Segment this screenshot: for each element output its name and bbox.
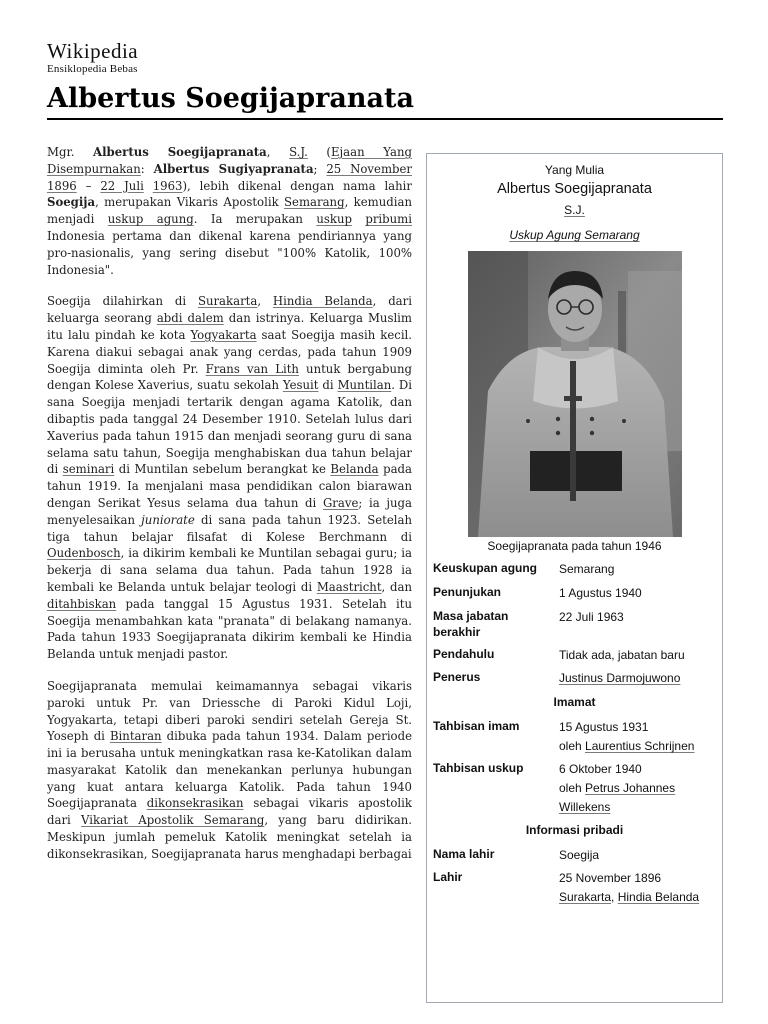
article-link[interactable]: dikonsekrasikan (146, 796, 244, 811)
article-text: : (140, 161, 154, 176)
article-link[interactable]: Muntilan (337, 378, 392, 393)
row-label: Pendahulu (433, 647, 495, 661)
successor-link[interactable]: Justinus Darmojuwono (559, 671, 681, 685)
infobox-row-bishop-consecration (427, 760, 722, 817)
article-paragraph-3 (47, 678, 412, 863)
article-text: sebagai vikaris apostolik dari (47, 796, 412, 828)
article-text: ; ia juga menyelesaikan (47, 495, 412, 527)
article-text: untuk bergabung dengan Kolese Xaverius, suatu sekolah (47, 361, 412, 393)
row-value (559, 869, 716, 907)
article-link[interactable]: seminari (62, 462, 115, 477)
birth-place-separator: , (611, 890, 618, 904)
page-header (47, 40, 723, 120)
article-link[interactable]: 25 November (326, 161, 413, 176)
article-text: , (266, 145, 290, 159)
infobox-row-birth-name (427, 846, 722, 865)
article-link[interactable]: Bintaran (109, 729, 162, 744)
article-link[interactable]: Surakarta (197, 294, 258, 309)
infobox-suffix (427, 202, 722, 218)
article-link[interactable]: Oudenbosch (47, 546, 121, 561)
article-link[interactable]: S.J. (289, 145, 308, 159)
article-text: ; (313, 161, 327, 176)
article-link[interactable]: pribumi (365, 212, 412, 227)
italic-term: juniorate (141, 512, 195, 527)
article-link[interactable]: 22 Juli (100, 178, 144, 193)
article-link[interactable]: Belanda (330, 462, 379, 477)
wikipedia-wordmark[interactable]: Wikipedia (47, 39, 139, 63)
article-text (144, 179, 153, 193)
section-heading-imamat: Imamat (553, 695, 596, 709)
portrait-photo[interactable] (468, 251, 682, 537)
infobox-row-born (427, 869, 722, 907)
article-link[interactable]: 1896 (47, 178, 77, 193)
article-text: , dari keluarga seorang (47, 294, 412, 326)
article-text: dan istrinya. Keluarga Muslim itu lalu pindah ke kota (47, 311, 413, 342)
row-value: Tidak ada, jabatan baru (559, 648, 685, 662)
bold-term: Soegija (47, 195, 96, 210)
infobox-office (427, 227, 722, 243)
infobox-row-term-end (427, 608, 722, 640)
article-link[interactable]: Grave (322, 495, 359, 510)
article-text: , merupakan Vikaris Apostolik (95, 195, 285, 210)
infobox (426, 153, 723, 1003)
article-link[interactable]: Yesuit (282, 378, 319, 393)
article-text: pada tanggal 15 Agustus 1931. Setelah itu Soegija menambahkan kata "pranata" di belakang namanya. Pada tahun 1933 Soegijapranata dikirim kembali ke Hindia Belanda untuk menjadi pastor. (47, 596, 412, 662)
row-value: Semarang (559, 562, 615, 576)
ordained-by: oleh (559, 739, 586, 753)
row-label: Penunjukan (433, 585, 502, 599)
article-text: Mgr. (47, 145, 94, 159)
row-value: 1 Agustus 1940 (559, 586, 642, 600)
infobox-row-archdiocese (427, 560, 722, 579)
article-text: di sana pada tahun 1923. Setelah tiga tahun belajar filsafat di Kolese Berchmann di (47, 512, 412, 544)
article-text: , dan (381, 579, 412, 594)
birth-city-link[interactable]: Surakarta (559, 890, 612, 904)
infobox-honorific: Yang Mulia (544, 163, 605, 177)
birth-date: 25 November 1896 (559, 871, 662, 885)
article-text: saat Soegija masih kecil. Karena diakui sebagai anak yang cerdas, pada tahun 1909 Soegija diminta oleh Pr. (47, 327, 413, 376)
article-link[interactable]: Yogyakarta (190, 327, 257, 342)
row-label: Nama lahir (433, 847, 495, 861)
ordination-date: 15 Agustus 1931 (559, 720, 649, 734)
ordainer-link[interactable]: Laurentius Schrijnen (585, 739, 695, 753)
page-title: Albertus Soegijapranata (47, 83, 414, 114)
article-text: ( (307, 145, 331, 159)
row-label: Tahbisan imam (433, 719, 520, 733)
article-link[interactable]: ditahbiskan (47, 596, 117, 611)
bold-term: Albertus Soegijapranata (93, 145, 267, 159)
office-link[interactable]: Uskup Agung Semarang (509, 228, 640, 242)
section-heading-personal: Informasi pribadi (525, 823, 624, 837)
row-label: Keuskupan agung (433, 561, 538, 575)
article-text: ), lebih dikenal dengan nama lahir (182, 178, 412, 193)
row-value (559, 760, 716, 817)
article-link[interactable]: uskup (316, 212, 352, 227)
bold-term: Albertus Sugiyapranata (153, 161, 314, 176)
row-label: Lahir (433, 870, 463, 884)
article-link[interactable]: abdi dalem (156, 311, 224, 326)
consecration-date: 6 Oktober 1940 (559, 762, 642, 776)
infobox-row-successor (427, 669, 722, 688)
article-link[interactable]: Vikariat Apostolik Semarang (81, 813, 265, 828)
article-link[interactable]: Ejaan Yang Disempurnakan (47, 145, 412, 176)
row-value: Soegija (559, 848, 600, 862)
article-link[interactable]: 1963 (152, 178, 183, 193)
row-value (559, 669, 716, 688)
title-divider (47, 118, 723, 120)
row-value (559, 718, 716, 756)
article-text: – (76, 178, 101, 193)
row-label: Masa jabatan berakhir (433, 609, 509, 639)
article-text: di Muntilan sebelum berangkat ke (114, 462, 331, 477)
consecrated-by: oleh (559, 781, 586, 795)
consecrator-link[interactable]: Petrus Johannes Willekens (559, 781, 676, 814)
article-text (352, 212, 365, 226)
article-link[interactable]: uskup agung (107, 212, 194, 227)
row-label: Tahbisan uskup (433, 761, 524, 775)
article-text: , ia dikirim kembali ke Muntilan sebagai guru; ia bekerja di sana selama dua tahun. Pada tahun 1928 ia kembali ke Belanda untuk belajar teologi di (47, 546, 412, 594)
infobox-row-predecessor (427, 646, 722, 665)
birth-region-link[interactable]: Hindia Belanda (617, 890, 700, 904)
article-text: . Ia merupakan (193, 212, 317, 227)
infobox-row-priest-ordination (427, 718, 722, 756)
wikipedia-tagline: Ensiklopedia Bebas (47, 63, 138, 75)
article-text: di (318, 378, 338, 393)
photo-caption: Soegijapranata pada tahun 1946 (487, 539, 662, 553)
infobox-row-appointment (427, 584, 722, 603)
article-text: dibuka pada tahun 1934. Dalam periode ini ia berusaha untuk meningkatkan rasa ke-Katolikan dalam masyarakat Katolik dan menekankan perlunya hubungan yang kuat antara keluarga Katolik. Pada tahun 1940 Soegijapranata (47, 729, 412, 811)
article-text: pada tahun 1919. Ia menjalani masa pendidikan calon biarawan dengan Serikat Yesus selama dua tahun di (47, 462, 412, 510)
article-text: Soegijapranata memulai keimamannya sebagai vikaris paroki untuk Pr. van Driessche di Paroki Kidul Loji, Yogyakarta, tetapi diberi paroki sendiri setelah Gereja St. Yoseph di (47, 678, 412, 744)
article-link[interactable]: Semarang (284, 195, 345, 210)
article-link[interactable]: Maastricht (316, 579, 382, 594)
article-body (47, 144, 412, 878)
row-label: Penerus (433, 670, 481, 684)
article-text: , (257, 294, 273, 309)
article-text: Indonesia pertama dan dikenal karena pendiriannya yang pro-nasionalis, yang sering disebut "100% Katolik, 100% Indonesia". (47, 228, 412, 277)
article-text: Soegija dilahirkan di (47, 294, 198, 309)
article-paragraph-2 (47, 293, 412, 663)
row-value: 22 Juli 1963 (559, 610, 624, 624)
article-paragraph-1 (47, 144, 412, 278)
article-text: . Di sana Soegija menjadi tertarik dengan agama Katolik, dan dibaptis pada tanggal 24 Desember 1910. Setelah lulus dari Xaverius pada tahun 1915 dan menjadi seorang guru di sana selama satu tahun, Soegija menghabiskan dua tahun belajar di (47, 378, 413, 477)
article-text: , yang baru didirikan. Meskipun jumlah pemeluk Katolik meningkat setelah ia dikonsekrasikan, Soegijapranata harus menghadapi berbagai (47, 813, 412, 861)
article-link[interactable]: Hindia Belanda (272, 294, 373, 309)
infobox-name: Albertus Soegijapranata (497, 181, 652, 197)
sj-link[interactable]: S.J. (564, 203, 585, 217)
article-link[interactable]: Frans van Lith (205, 361, 299, 376)
article-text: , kemudian menjadi (47, 195, 412, 227)
